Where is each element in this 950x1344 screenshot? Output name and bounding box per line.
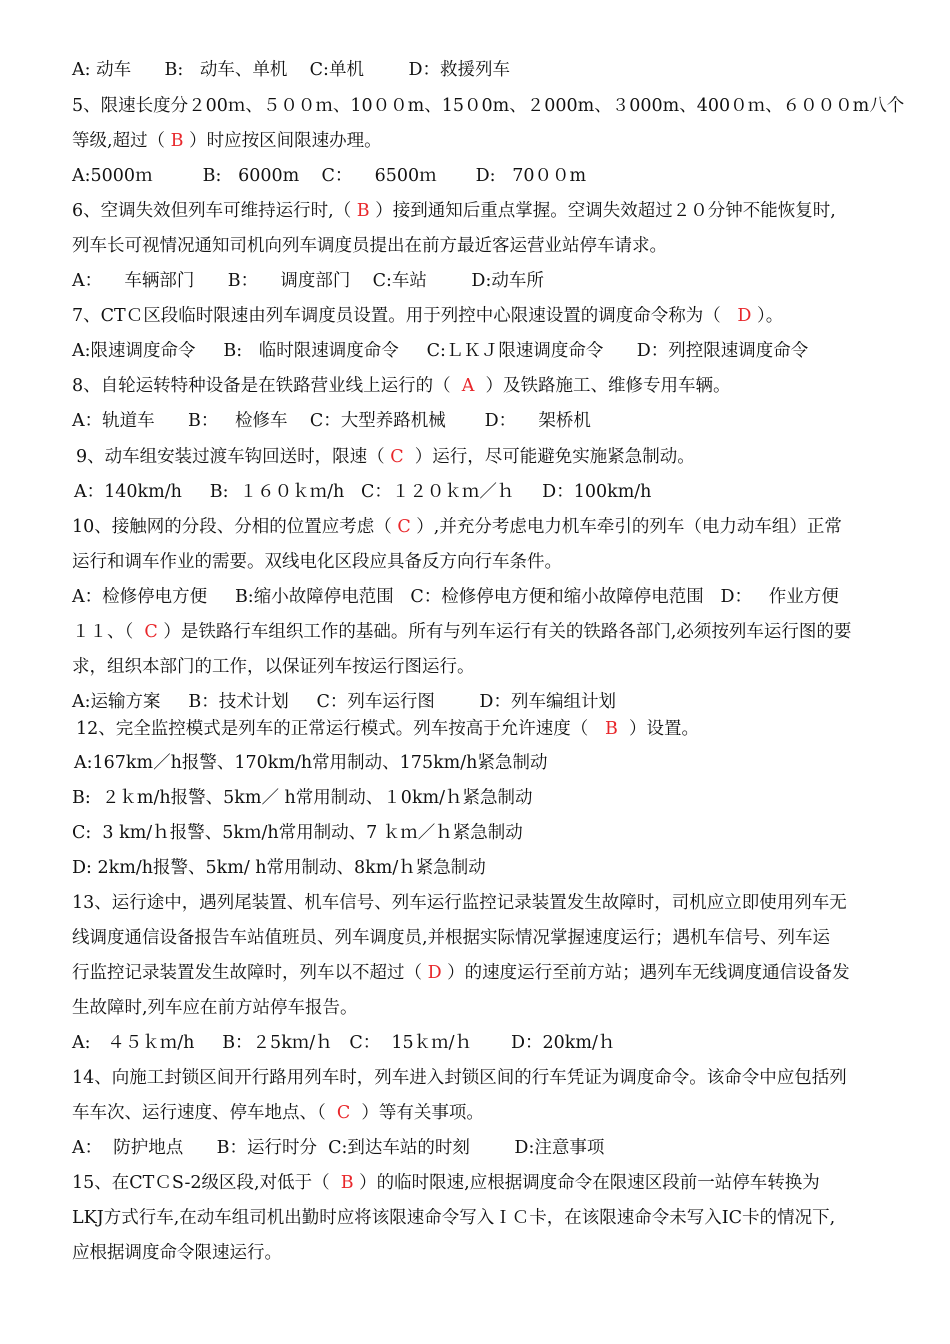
text-line — [72, 690, 922, 714]
text-line — [72, 1101, 922, 1125]
text-segment: ）及铁路施工、维修专用车辆。 — [474, 376, 731, 396]
text-segment: 线调度通信设备报告车站值班员、列车调度员,并根据实际情况掌握速度运行；遇机车信号、列车运 — [72, 928, 831, 948]
text-segment: A:5000ｍ B: 6000m C： 6500ｍ D: 70００m — [72, 166, 587, 186]
text-segment: A:运输方案 B：技术计划 C：列车运行图 D：列车编组计划 — [72, 692, 616, 712]
text-line — [72, 1066, 922, 1090]
text-segment: ）接到通知后重点掌握。空调失效超过２０分钟不能恢复时, — [369, 201, 836, 221]
text-line — [72, 821, 922, 845]
text-segment: ）的速度运行至前方站；遇列车无线调度通信设备发 — [441, 963, 850, 983]
text-line — [72, 1031, 922, 1055]
text-segment: ）,并充分考虑电力机车牵引的列车（电力动车组）正常 — [410, 517, 842, 537]
text-line — [74, 480, 924, 504]
text-segment: A： 防护地点 B：运行时分 C:到达车站的时刻 D:注意事项 — [72, 1138, 605, 1158]
text-segment: A：检修停电方便 B:缩小故障停电范围 C：检修停电方便和缩小故障停电范围 D： 作业方便 — [72, 587, 839, 607]
text-line — [72, 655, 922, 679]
text-line — [72, 339, 922, 363]
text-line — [72, 515, 922, 539]
text-line — [72, 164, 922, 188]
text-segment: ）是铁路行车组织工作的基础。所有与列车运行有关的铁路各部门,必须按列车运行图的要 — [157, 622, 852, 642]
answer-letter: A — [461, 376, 475, 396]
text-line — [72, 961, 922, 985]
text-segment: 6、空调失效但列车可维持运行时,（ — [72, 201, 357, 221]
text-segment: B: ２ｋm/h报警、5km／ h常用制动、１0km/ｈ紧急制动 — [72, 788, 533, 808]
text-line — [72, 199, 922, 223]
text-line — [72, 1171, 922, 1195]
text-segment: 生故障时,列车应在前方站停车报告。 — [72, 998, 358, 1018]
answer-letter: B — [604, 719, 618, 739]
text-line — [72, 409, 922, 433]
text-line — [72, 786, 922, 810]
answer-letter: C — [397, 517, 411, 537]
answer-letter: B — [170, 131, 184, 151]
text-line — [72, 304, 922, 328]
answer-letter: C — [144, 622, 158, 642]
text-segment: 7、CTＣ区段临时限速由列车调度员设置。用于列控中心限速设置的调度命令称为（ — [72, 306, 738, 326]
answer-letter: B — [356, 201, 370, 221]
text-segment: 15、在CTＣS-2级区段,对低于（ — [72, 1173, 341, 1193]
text-line — [72, 129, 922, 153]
text-line — [72, 996, 922, 1020]
text-segment: ）。 — [751, 306, 784, 326]
text-segment: 列车长可视情况通知司机向列车调度员提出在前方最近客运营业站停车请求。 — [72, 236, 667, 256]
text-segment: 14、向施工封锁区间开行路用列车时，列车进入封锁区间的行车凭证为调度命令。该命令中应包括列 — [72, 1068, 847, 1088]
text-line — [72, 856, 922, 880]
text-segment: A： 车辆部门 B： 调度部门 C:车站 D:动车所 — [72, 271, 544, 291]
answer-letter: D — [427, 963, 442, 983]
answer-letter: C — [336, 1103, 351, 1123]
text-segment: 10、接触网的分段、分相的位置应考虑（ — [72, 517, 398, 537]
text-line — [72, 1206, 922, 1230]
text-segment: 5、限速长度分２00ｍ、５００ｍ、10００m、15０0m、２000m、３000m、400０ｍ、６０００m八个 — [72, 96, 905, 116]
text-segment: 13、运行途中，遇列尾装置、机车信号、列车运行监控记录装置发生故障时，司机应立即使用列车无 — [72, 893, 847, 913]
text-segment: １１、（ — [72, 622, 145, 642]
text-line — [72, 58, 922, 82]
answer-letter: C — [390, 447, 404, 467]
text-segment: 行监控记录装置发生故障时，列车以不超过（ — [72, 963, 428, 983]
text-segment: ）运行，尽可能避免实施紧急制动。 — [403, 447, 695, 467]
answer-letter: B — [340, 1173, 354, 1193]
text-segment: A:限速调度命令 B: 临时限速调度命令 C:ＬＫＪ限速调度命令 D：列控限速调度命令 — [72, 341, 809, 361]
text-segment: 车车次、运行速度、停车地点、（ — [72, 1103, 337, 1123]
text-line — [72, 1241, 922, 1265]
text-segment: D: 2km/h报警、5km/ h常用制动、8km/ｈ紧急制动 — [72, 858, 486, 878]
text-line — [72, 94, 922, 118]
text-segment: 9、动车组安装过渡车钩回送时，限速（ — [76, 447, 391, 467]
text-line — [76, 445, 926, 469]
text-segment: A: 动车 B: 动车、单机 C:单机 D：救援列车 — [72, 60, 510, 80]
text-line — [72, 234, 922, 258]
text-segment: ）时应按区间限速办理。 — [183, 131, 382, 151]
text-segment: ）等有关事项。 — [350, 1103, 484, 1123]
text-segment: 等级,超过（ — [72, 131, 171, 151]
text-segment: A: ４５ｋｍ/h B：２5kｍ/ｈ C： 15ｋｍ/ｈ D：20km/ｈ — [72, 1033, 616, 1053]
text-line — [74, 751, 924, 775]
text-line — [72, 926, 922, 950]
text-segment: A:167km／h报警、170km/h常用制动、175km/h紧急制动 — [74, 753, 548, 773]
text-line — [72, 374, 922, 398]
text-line — [72, 620, 922, 644]
text-line — [72, 269, 922, 293]
text-segment: 12、完全监控模式是列车的正常运行模式。列车按高于允许速度（ — [76, 719, 605, 739]
text-segment: LKJ方式行车,在动车组司机出勤时应将该限速命令写入ＩＣ卡，在该限速命令未写入IC卡的情况下, — [72, 1208, 836, 1228]
text-segment: 应根据调度命令限速运行。 — [72, 1243, 282, 1263]
text-line — [72, 1136, 922, 1160]
text-segment: 运行和调车作业的需要。双线电化区段应具备反方向行车条件。 — [72, 552, 562, 572]
text-segment: ）的临时限速,应根据调度命令在限速区段前一站停车转换为 — [353, 1173, 820, 1193]
text-line — [72, 585, 922, 609]
text-segment: ）设置。 — [617, 719, 699, 739]
text-line — [76, 717, 926, 741]
text-segment: 求，组织本部门的工作，以保证列车按运行图运行。 — [72, 657, 475, 677]
answer-letter: D — [737, 306, 752, 326]
text-segment: A：轨道车 B： 检修车 C：大型养路机械 D： 架桥机 — [72, 411, 591, 431]
text-segment: 8、自轮运转特种设备是在铁路营业线上运行的（ — [72, 376, 462, 396]
text-line — [72, 891, 922, 915]
text-segment: A：140km/h B: １６０ｋｍ/h C：１２０ｋｍ／ｈ D：100km/h — [74, 482, 652, 502]
text-line — [72, 550, 922, 574]
text-segment: C: 3 km/ｈ报警、5kｍ/h常用制动、7 ｋｍ／ｈ紧急制动 — [72, 823, 523, 843]
